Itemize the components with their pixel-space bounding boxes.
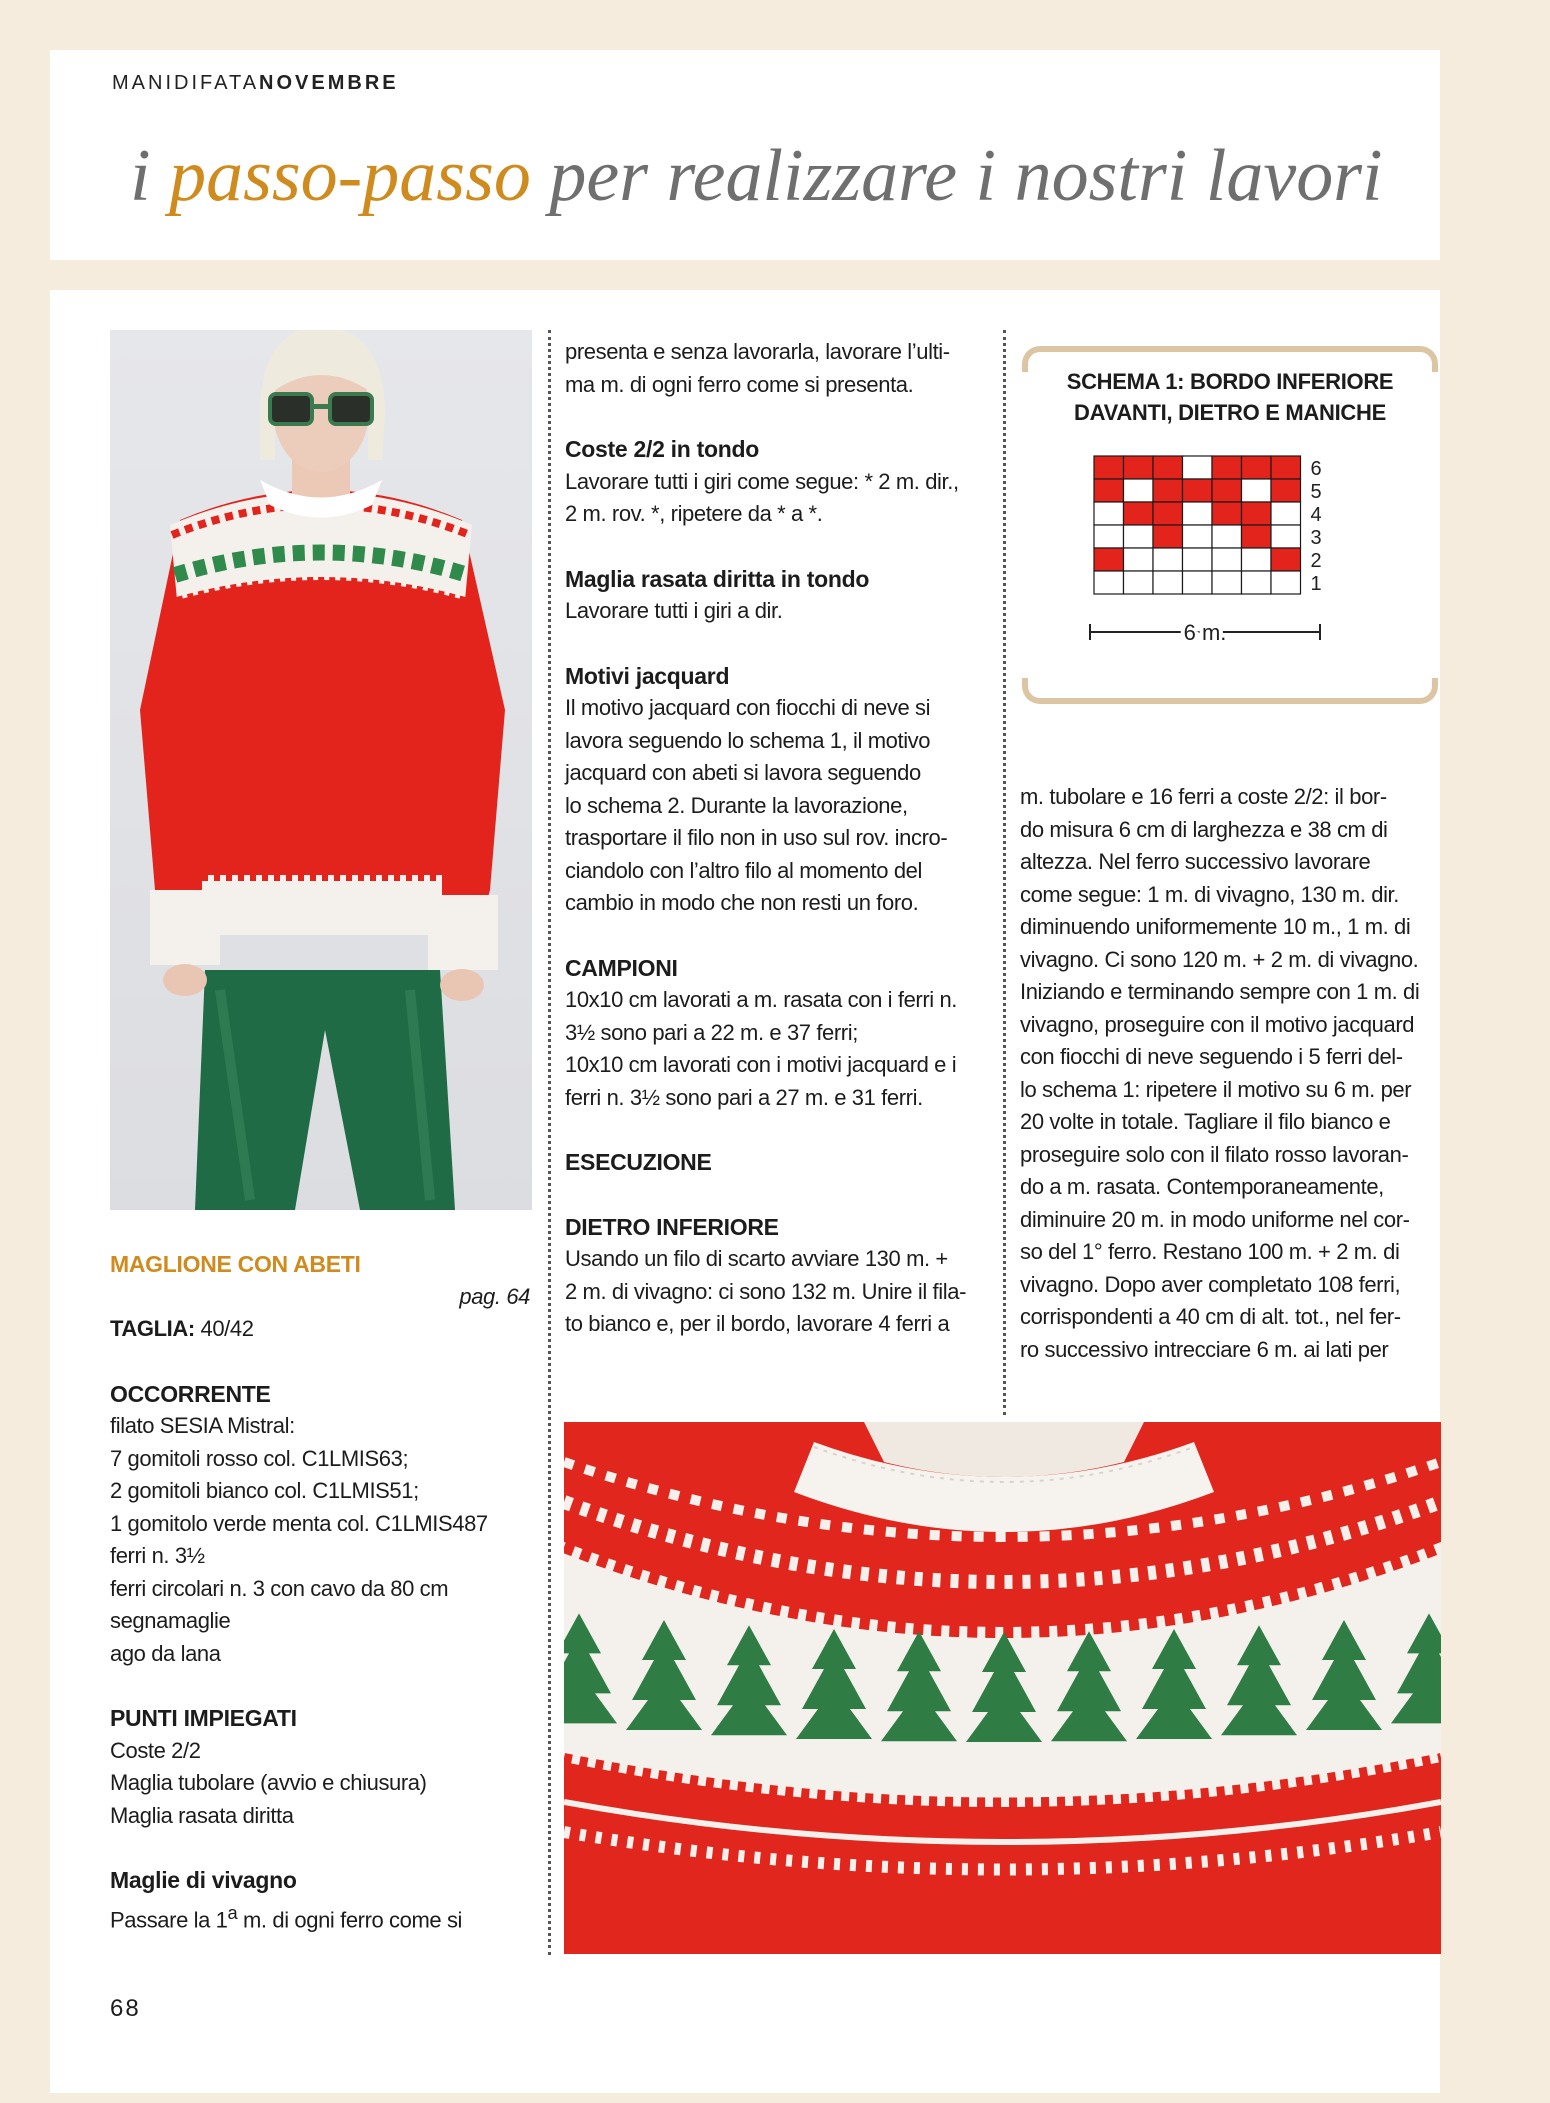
schema-cell bbox=[1212, 456, 1242, 479]
body-line: lo schema 1: ripetere il motivo su 6 m. per bbox=[1020, 1076, 1412, 1102]
material-item: 7 gomitoli rosso col. C1LMIS63; bbox=[110, 1445, 409, 1471]
schema-width-label: 6 m. bbox=[1183, 620, 1227, 645]
title-lead: i bbox=[130, 135, 170, 217]
schema-cell bbox=[1212, 571, 1242, 594]
body-line: con fiocchi di neve seguendo i 5 ferri del- bbox=[1020, 1044, 1403, 1069]
schema-cell bbox=[1242, 502, 1272, 525]
schema-row-label: 5 bbox=[1310, 480, 1322, 503]
material-item: ferri circolari n. 3 con cavo da 80 cm bbox=[110, 1575, 449, 1601]
schema-row-label: 6 bbox=[1310, 457, 1322, 480]
schema-cell bbox=[1183, 502, 1213, 525]
schema-row-label: 1 bbox=[1310, 572, 1322, 595]
pattern-title: MAGLIONE CON ABETI bbox=[110, 1251, 361, 1277]
schema-cell bbox=[1212, 479, 1242, 502]
body-line: altezza. Nel ferro successivo lavorare bbox=[1020, 849, 1371, 874]
schema-cell bbox=[1094, 456, 1124, 479]
title-accent: passo-passo bbox=[169, 135, 531, 217]
execution-heading: ESECUZIONE bbox=[565, 1149, 712, 1175]
kicker-brand: MANIDIFATA bbox=[112, 72, 260, 94]
selvedge-continued: ma m. di ogni ferro come si presenta. bbox=[565, 371, 914, 397]
title-rest: per realizzare i nostri lavori bbox=[530, 135, 1383, 217]
schema-cell bbox=[1271, 502, 1301, 525]
body-line: ro successivo intrecciare 6 m. ai lati per bbox=[1020, 1336, 1389, 1362]
selvedge-text-lead: Passare la 1 bbox=[110, 1906, 228, 1932]
schema-cell bbox=[1271, 548, 1301, 571]
size-value: 40/42 bbox=[194, 1316, 254, 1341]
detail-illustration bbox=[564, 1422, 1441, 1954]
schema-cell bbox=[1153, 525, 1183, 548]
schema-cell bbox=[1124, 502, 1154, 525]
schema-cell bbox=[1153, 548, 1183, 571]
column-1 bbox=[110, 1248, 530, 1936]
schema-cell bbox=[1242, 479, 1272, 502]
body-line: vivagno. Ci sono 120 m. + 2 m. di vivagno. bbox=[1020, 946, 1419, 972]
body-line: do misura 6 cm di larghezza e 38 cm di bbox=[1020, 816, 1388, 842]
page-number: 68 bbox=[110, 1995, 141, 2022]
stitches-heading: PUNTI IMPIEGATI bbox=[110, 1705, 297, 1731]
schema-cell bbox=[1242, 456, 1272, 479]
body-line: come segue: 1 m. di vivagno, 130 m. dir. bbox=[1020, 881, 1399, 907]
sweater-model-photo-icon bbox=[110, 330, 532, 1210]
back-lower-text: Usando un filo di scarto avviare 130 m. + bbox=[565, 1246, 948, 1271]
schema-cell bbox=[1271, 479, 1301, 502]
gauge-heading: CAMPIONI bbox=[565, 954, 678, 981]
schema-cell bbox=[1183, 479, 1213, 502]
gauge-text: 10x10 cm lavorati a m. rasata con i ferri n. bbox=[565, 987, 958, 1012]
schema-cell bbox=[1124, 525, 1154, 548]
schema-cell bbox=[1153, 456, 1183, 479]
back-lower-text: to bianco e, per il bordo, lavorare 4 ferri a bbox=[565, 1311, 950, 1336]
jacquard-text: lavora seguendo lo schema 1, il motivo bbox=[565, 727, 931, 753]
body-line: proseguire solo con il filato rosso lavoran- bbox=[1020, 1141, 1409, 1167]
schema-row-label: 3 bbox=[1310, 526, 1322, 549]
schema-cell bbox=[1271, 571, 1301, 594]
jacquard-heading: Motivi jacquard bbox=[565, 662, 730, 689]
sweater-yoke-detail-photo-icon bbox=[564, 1422, 1441, 1954]
schema-title-line-2: DAVANTI, DIETRO E MANICHE bbox=[1074, 400, 1386, 425]
column-divider bbox=[548, 330, 551, 1955]
stitch-item: Maglia tubolare (avvio e chiusura) bbox=[110, 1770, 427, 1795]
jacquard-text: cambio in modo che non resti un foro. bbox=[565, 890, 919, 915]
gauge-text: ferri n. 3½ sono pari a 27 m. e 31 ferri. bbox=[565, 1084, 923, 1110]
body-line: corrispondenti a 40 cm di alt. tot., nel fer- bbox=[1020, 1304, 1401, 1329]
body-line: do a m. rasata. Contemporaneamente, bbox=[1020, 1174, 1384, 1199]
page-reference: pag. 64 bbox=[459, 1283, 530, 1309]
jacquard-text: trasportare il filo non in uso sul rov. incro- bbox=[565, 825, 948, 850]
gauge-text: 3½ sono pari a 22 m. e 37 ferri; bbox=[565, 1019, 858, 1045]
schema-title-line-1: SCHEMA 1: BORDO INFERIORE bbox=[1066, 369, 1394, 394]
schema-row-label: 4 bbox=[1310, 503, 1322, 526]
body-line: 20 volte in totale. Tagliare il filo bianco e bbox=[1020, 1109, 1391, 1134]
schema-grid bbox=[1020, 336, 1440, 736]
stockinette-text: Lavorare tutti i giri a dir. bbox=[565, 598, 783, 623]
body-line: diminuire 20 m. in modo uniforme nel cor- bbox=[1020, 1206, 1410, 1232]
selvedge-heading: Maglie di vivagno bbox=[110, 1867, 297, 1893]
schema-cell bbox=[1212, 548, 1242, 571]
kicker-month: NOVEMBRE bbox=[259, 72, 399, 94]
selvedge-sup: a bbox=[227, 1901, 238, 1923]
body-line: m. tubolare e 16 ferri a coste 2/2: il bor- bbox=[1020, 784, 1387, 809]
body-line: Iniziando e terminando sempre con 1 m. di bbox=[1020, 979, 1420, 1004]
jacquard-text: lo schema 2. Durante la lavorazione, bbox=[565, 792, 908, 818]
footer-strip bbox=[50, 2053, 1440, 2093]
magazine-kicker bbox=[112, 72, 399, 95]
stitch-item: Coste 2/2 bbox=[110, 1737, 201, 1763]
selvedge-text-rest: m. di ogni ferro come si bbox=[237, 1906, 463, 1932]
page-title bbox=[130, 134, 1383, 219]
schema-cell bbox=[1242, 525, 1272, 548]
model-illustration bbox=[110, 330, 532, 1210]
back-lower-text: 2 m. di vivagno: ci sono 132 m. Unire il fila- bbox=[565, 1278, 966, 1304]
schema-cell bbox=[1212, 502, 1242, 525]
material-item: segnamaglie bbox=[110, 1608, 231, 1633]
schema-cell bbox=[1124, 548, 1154, 571]
material-item: 1 gomitolo verde menta col. C1LMIS487 bbox=[110, 1510, 488, 1536]
back-lower-heading: DIETRO INFERIORE bbox=[565, 1213, 779, 1240]
schema-cell bbox=[1153, 571, 1183, 594]
schema-cell bbox=[1271, 456, 1301, 479]
materials-heading: OCCORRENTE bbox=[110, 1380, 271, 1407]
schema-cell bbox=[1153, 502, 1183, 525]
material-item: 2 gomitoli bianco col. C1LMIS51; bbox=[110, 1478, 419, 1503]
material-item: filato SESIA Mistral: bbox=[110, 1413, 295, 1438]
rib-heading: Coste 2/2 in tondo bbox=[565, 436, 759, 462]
jacquard-text: Il motivo jacquard con fiocchi di neve si bbox=[565, 695, 931, 720]
jacquard-text: jacquard con abeti si lavora seguendo bbox=[565, 760, 921, 785]
size-label: TAGLIA: bbox=[110, 1316, 195, 1341]
schema-cell bbox=[1271, 525, 1301, 548]
schema-cell bbox=[1124, 456, 1154, 479]
size-line bbox=[110, 1313, 530, 1346]
schema-cell bbox=[1242, 571, 1272, 594]
schema-row-label: 2 bbox=[1310, 549, 1322, 572]
schema-cell bbox=[1183, 525, 1213, 548]
body-line: vivagno. Dopo aver completato 108 ferri, bbox=[1020, 1271, 1401, 1297]
material-item: ferri n. 3½ bbox=[110, 1543, 205, 1568]
selvedge-continued: presenta e senza lavorarla, lavorare l’ulti- bbox=[565, 339, 950, 364]
schema-cell bbox=[1124, 479, 1154, 502]
stitch-item: Maglia rasata diritta bbox=[110, 1802, 294, 1828]
schema-cell bbox=[1183, 548, 1213, 571]
column-3 bbox=[1020, 781, 1440, 1366]
schema-cell bbox=[1124, 571, 1154, 594]
schema-cell bbox=[1094, 479, 1124, 502]
schema-cell bbox=[1212, 525, 1242, 548]
schema-cell bbox=[1094, 502, 1124, 525]
rib-text: 2 m. rov. *, ripetere da * a *. bbox=[565, 501, 823, 526]
schema-cell bbox=[1183, 571, 1213, 594]
column-2 bbox=[565, 336, 985, 1341]
schema-cell bbox=[1094, 525, 1124, 548]
schema-cell bbox=[1183, 456, 1213, 479]
body-line: diminuendo uniformemente 10 m., 1 m. di bbox=[1020, 914, 1411, 939]
schema-cell bbox=[1094, 548, 1124, 571]
schema-cell bbox=[1153, 479, 1183, 502]
body-line: so del 1° ferro. Restano 100 m. + 2 m. di bbox=[1020, 1239, 1400, 1264]
rib-text: Lavorare tutti i giri come segue: * 2 m. dir., bbox=[565, 468, 959, 494]
jacquard-text: ciandolo con l’altro filo al momento del bbox=[565, 857, 922, 883]
gauge-text: 10x10 cm lavorati con i motivi jacquard e i bbox=[565, 1052, 957, 1077]
chart-schema-1 bbox=[1020, 336, 1440, 736]
selvedge-text bbox=[110, 1897, 530, 1937]
body-line: vivagno, proseguire con il motivo jacquard bbox=[1020, 1011, 1415, 1037]
material-item: ago da lana bbox=[110, 1640, 221, 1666]
stockinette-heading: Maglia rasata diritta in tondo bbox=[565, 565, 870, 592]
column-divider bbox=[1003, 330, 1006, 1415]
schema-cell bbox=[1094, 571, 1124, 594]
schema-cell bbox=[1242, 548, 1272, 571]
